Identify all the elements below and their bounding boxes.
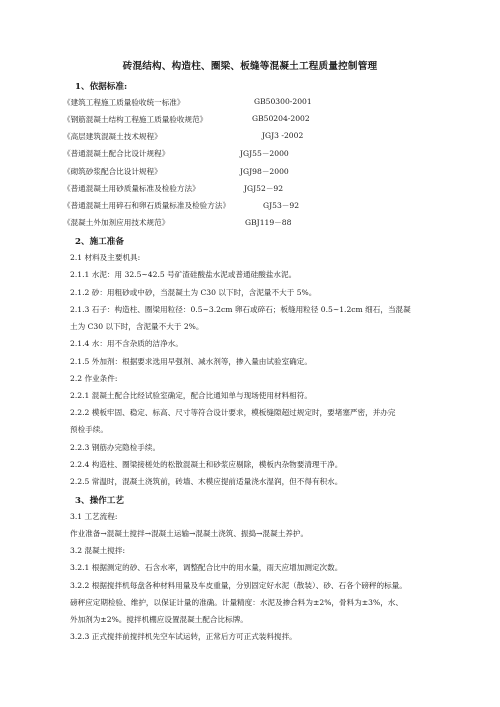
body-line: 2.1.5 外加剂：根据要求选用早强剂、减水剂等，掺入量由试验室确定。 [70, 357, 312, 366]
section-heading: 3、操作工艺 [75, 496, 124, 506]
section-heading: 2、施工准备 [75, 237, 124, 247]
body-line: 3.2.2 根据搅拌机每盘各种材料用量及车皮重量，分别固定好水泥（散装）、砂、石各个磅秤的标量。 [70, 581, 407, 590]
body-line: 2.2.3 钢筋办完隐检手续。 [70, 443, 161, 452]
reference-name: 《混凝土外加剂应用技术规范》 [63, 218, 170, 227]
reference-code: GB50204-2002 [252, 114, 310, 123]
body-line: 土为 C30 以下时，含泥量不大于 2%。 [70, 322, 204, 331]
reference-name: 《钢筋混凝土结构工程施工质量验收规范》 [63, 115, 208, 124]
reference-name: 《高层建筑混凝土技术规程》 [63, 132, 162, 141]
reference-code: GB50300-2001 [254, 97, 312, 106]
body-line: 预检手续。 [70, 425, 108, 434]
body-line: 3.1 工艺流程: [70, 512, 118, 521]
body-line: 磅秤应定期检验、维护，以保证计量的准确。计量精度：水泥及掺合料为±2%，骨料为±3%，水、 [70, 598, 403, 607]
reference-code: JGJ98－2000 [240, 167, 289, 176]
body-line: 2.1 材料及主要机具: [70, 253, 141, 262]
body-line: 3.2 混凝土搅拌: [70, 546, 126, 555]
reference-name: 《普通混凝土用碎石和卵石质量标准及检验方法》 [63, 201, 231, 210]
body-line: 2.2.2 模板牢固、稳定、标高、尺寸等符合设计要求，模板缝隙超过规定时，要堵塞严密，并办完 [70, 408, 396, 417]
reference-code: JGJ3 -2002 [262, 131, 304, 140]
reference-name: 《普通混凝土配合比设计规程》 [63, 149, 170, 158]
reference-code: JGJ52－92 [244, 184, 284, 193]
body-line: 2.1.3 石子：构造柱、圈梁用粒径：0.5~3.2cm 卵石或碎石；板缝用粒径 0.5~1.2cm 细石，当混凝 [70, 305, 411, 314]
body-line: 2.1.2 砂：用粗砂或中砂，当混凝土为 C30 以下时，含泥量不大于 5%。 [70, 288, 317, 297]
body-line: 3.2.3 正式搅拌前搅拌机先空车试运转，正常后方可正式装料搅拌。 [70, 632, 297, 641]
body-line: 2.2.5 常温时，混凝土浇筑前，砖墙、木模应提前适量浇水湿润，但不得有积水。 [70, 477, 343, 486]
reference-name: 《砌筑砂浆配合比设计规程》 [63, 167, 162, 176]
body-line: 2.2 作业条件: [70, 374, 118, 383]
body-line: 2.1.4 水：用不含杂质的洁净水。 [70, 339, 183, 348]
reference-code: JGJ55－2000 [240, 149, 289, 158]
body-line: 2.1.1 水泥：用 32.5~42.5 号矿渣硅酸盐水泥或普通硅酸盐水泥。 [70, 270, 297, 279]
section-heading: 1、依据标准: [75, 82, 128, 92]
body-line: 外加剂为±2%。搅拌机棚应设置混凝土配合比标牌。 [70, 615, 248, 624]
body-line: 2.2.4 构造柱、圈梁接槎处的松散混凝土和砂浆应剔除，模板内杂物要清理干净。 [70, 460, 343, 469]
body-line: 3.2.1 根据测定的砂、石含水率，调整配合比中的用水量，雨天应增加测定次数。 [70, 563, 343, 572]
reference-code: GBJ119－88 [245, 218, 292, 227]
reference-name: 《普通混凝土用砂质量标准及检验方法》 [63, 184, 200, 193]
body-line: 2.2.1 混凝土配合比经试验室确定，配合比通知单与现场使用材料相符。 [70, 391, 312, 400]
reference-name: 《建筑工程施工质量验收统一标准》 [63, 98, 185, 107]
reference-code: GJ53－92 [263, 201, 300, 210]
body-line: 作业准备→混凝土搅拌→混凝土运输→混凝土浇筑、振捣→混凝土养护。 [70, 529, 309, 538]
document-title: 砖混结构、构造柱、圈梁、板缝等混凝土工程质量控制管理 [122, 61, 378, 72]
